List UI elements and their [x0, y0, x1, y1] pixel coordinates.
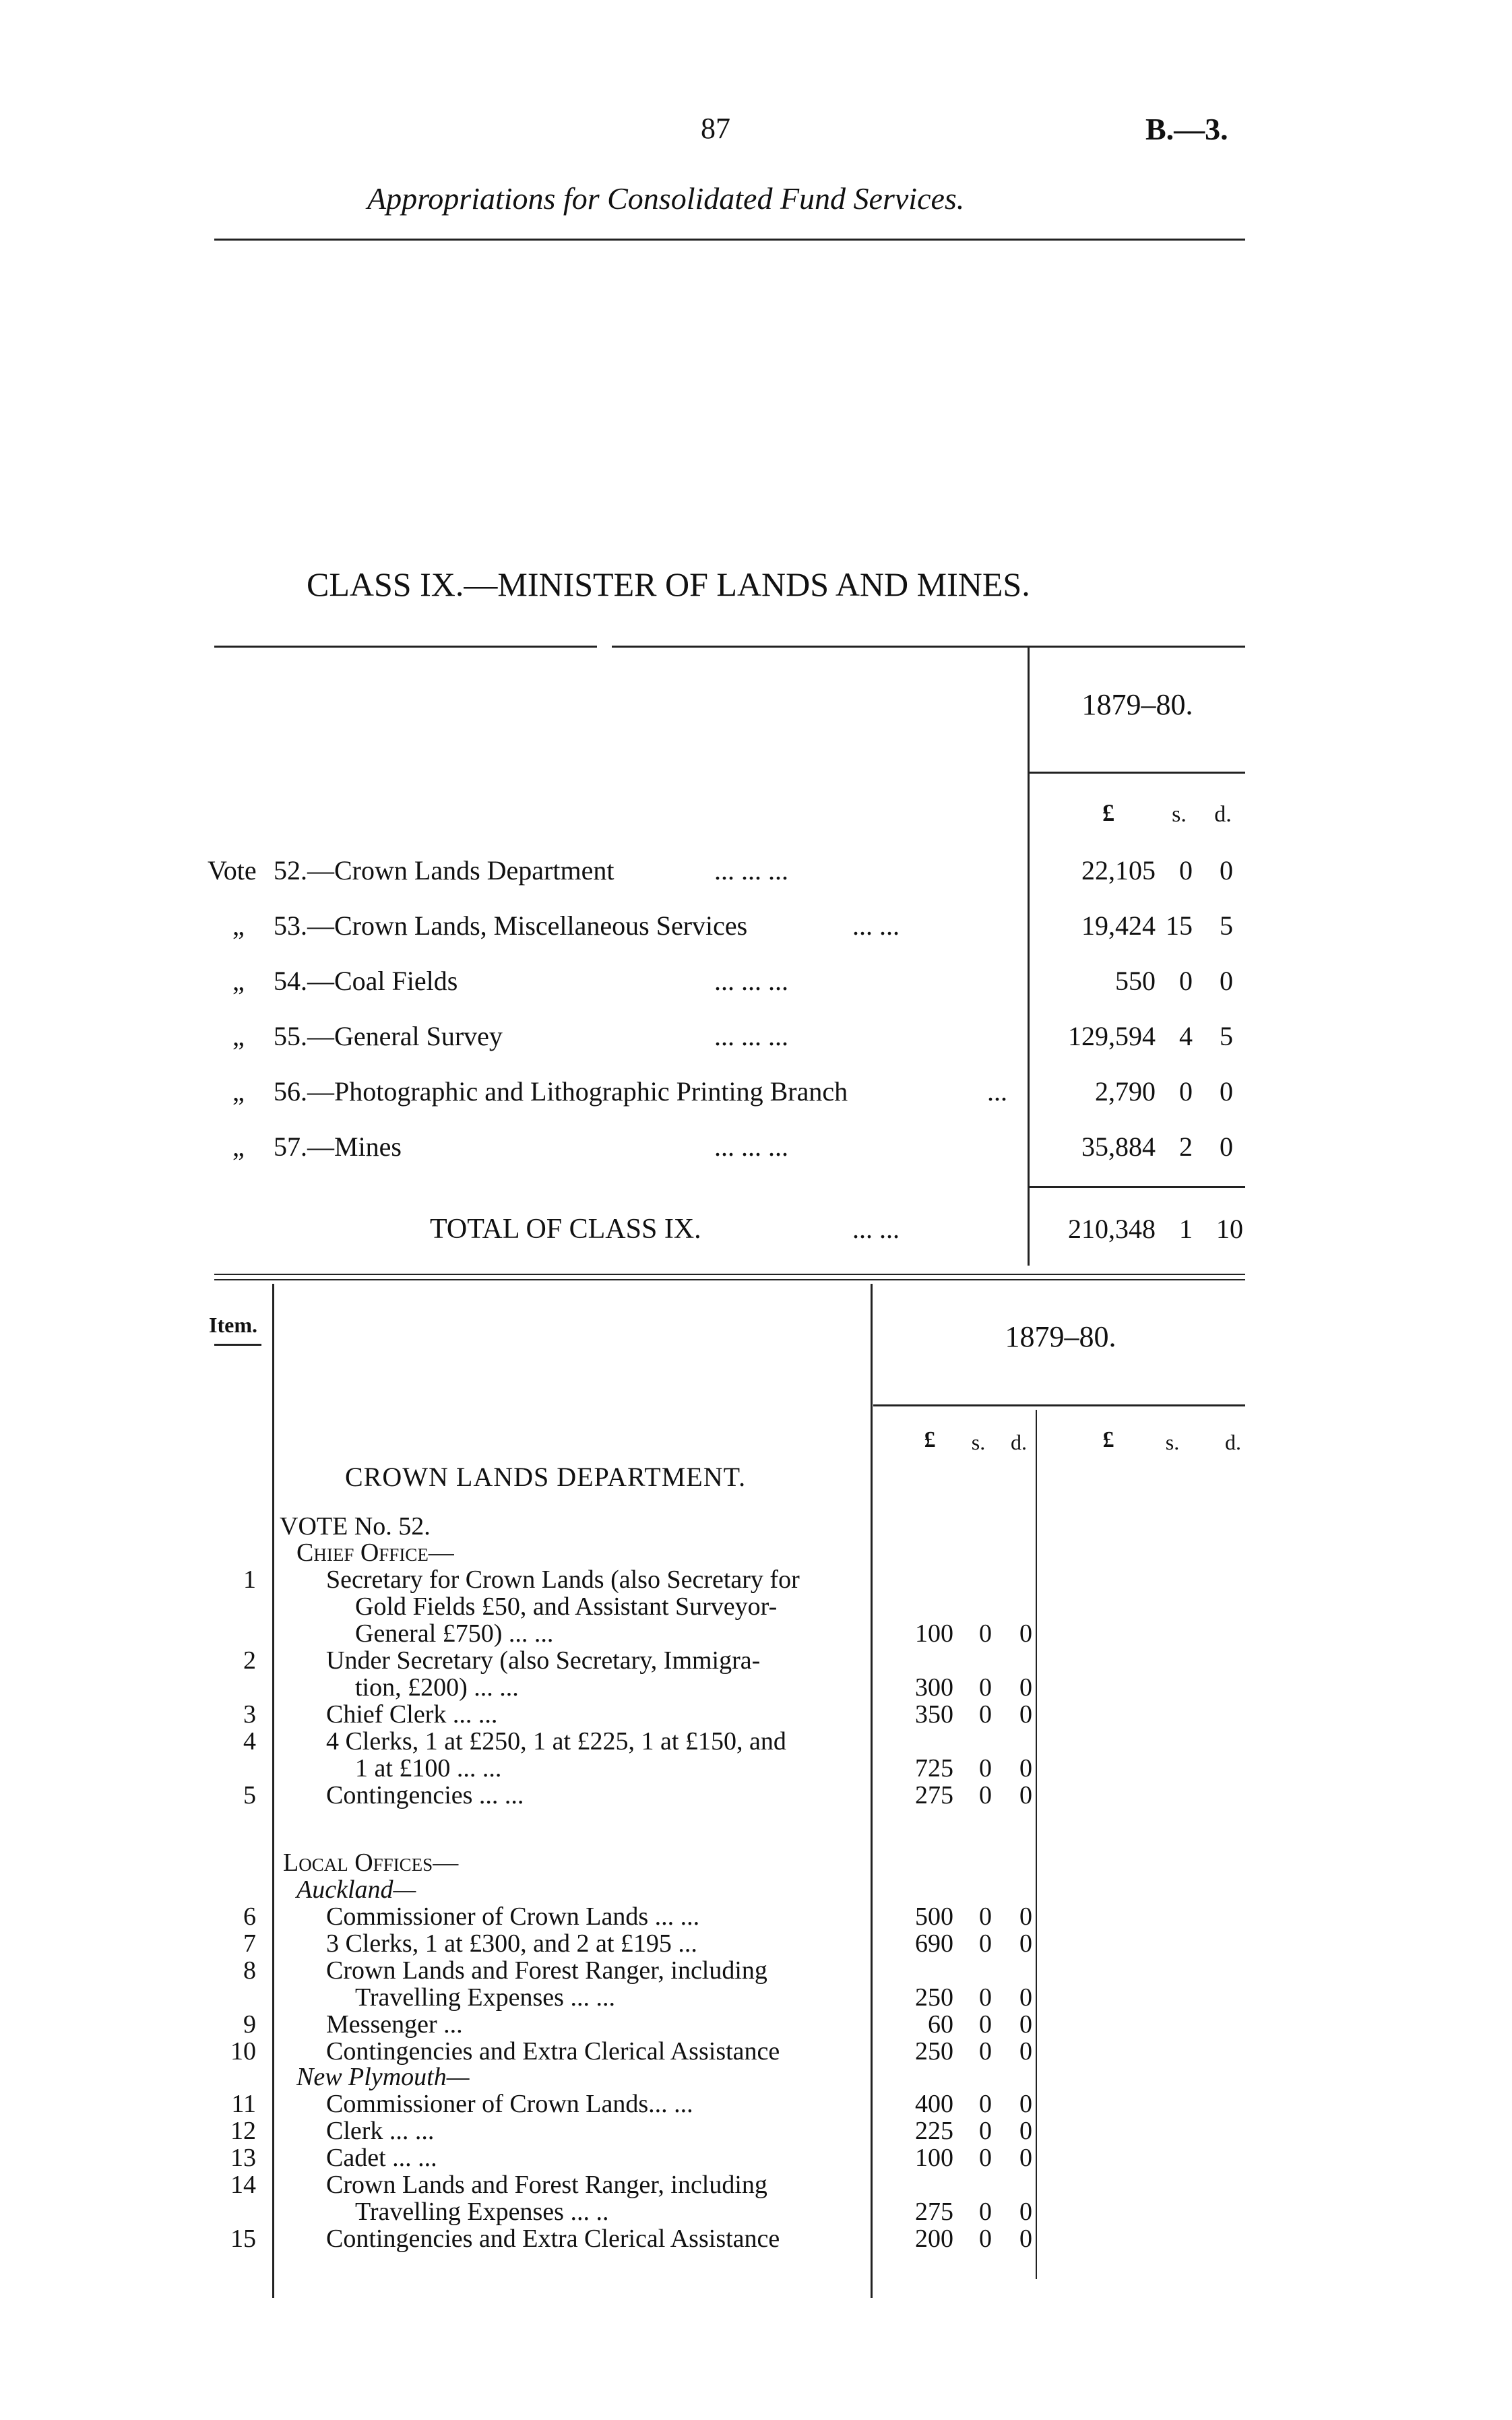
item-description: General £750) ... ... [355, 1619, 554, 1648]
total-shillings: 1 [1179, 1214, 1193, 1244]
item-shillings: 0 [979, 1619, 992, 1648]
item-pounds: 100 [915, 2144, 953, 2172]
item-description: Messenger ... [326, 2010, 463, 2039]
item-number: 5 [243, 1781, 256, 1809]
item-pence: 0 [1019, 1902, 1032, 1931]
amount-shillings: 0 [1179, 966, 1193, 996]
item-pounds: 690 [915, 1929, 953, 1958]
item-description: 3 Clerks, 1 at £300, and 2 at £195 ... [326, 1929, 697, 1958]
item-description: 4 Clerks, 1 at £250, 1 at £225, 1 at £150, and [326, 1727, 786, 1756]
chief-office-heading: Chief Office— [296, 1539, 454, 1567]
vote-label: 54.—Coal Fields [274, 966, 458, 996]
detail-total-shillings-header: s. [1165, 1430, 1180, 1454]
amount-shillings: 4 [1179, 1021, 1193, 1051]
item-shillings: 0 [979, 2144, 992, 2172]
amount-column-divider [1036, 1410, 1037, 2279]
item-number: 8 [243, 1956, 256, 1985]
item-pounds: 300 [915, 1673, 953, 1702]
total-pounds: 210,348 [1068, 1214, 1156, 1244]
amount-pence: 0 [1220, 855, 1233, 886]
leader-dots: ... [987, 1076, 1007, 1107]
item-description: Under Secretary (also Secretary, Immigra- [326, 1646, 761, 1675]
item-number: 15 [230, 2225, 256, 2253]
amount-shillings: 2 [1179, 1131, 1193, 1162]
item-shillings: 0 [979, 2198, 992, 2226]
item-pounds: 200 [915, 2225, 953, 2253]
item-pence: 0 [1019, 1673, 1032, 1702]
section-rule-upper [214, 1274, 1245, 1275]
item-pounds: 250 [915, 1983, 953, 2012]
item-pence: 0 [1019, 2117, 1032, 2145]
amount-pounds: 2,790 [1095, 1076, 1156, 1107]
leader-dots: ... ... ... [714, 1021, 788, 1051]
vote-prefix: „ [232, 966, 245, 996]
item-shillings: 0 [979, 1700, 992, 1729]
detail-total-pence-header: d. [1225, 1430, 1241, 1454]
vote-prefix: „ [232, 910, 245, 941]
summary-column-divider [1028, 646, 1030, 1266]
auckland-heading: Auckland— [296, 1875, 416, 1904]
item-pence: 0 [1019, 1754, 1032, 1782]
item-pence: 0 [1019, 1781, 1032, 1809]
item-number: 14 [230, 2171, 256, 2199]
item-shillings: 0 [979, 1902, 992, 1931]
amount-pounds: 35,884 [1081, 1131, 1156, 1162]
local-offices-heading: Local Offices— [283, 1849, 459, 1877]
item-header-rule [214, 1344, 261, 1346]
item-pence: 0 [1019, 2010, 1032, 2039]
item-shillings: 0 [979, 2037, 992, 2066]
header-rule [214, 239, 1245, 241]
vote-label: 53.—Crown Lands, Miscellaneous Services [274, 910, 748, 941]
vote-label: 55.—General Survey [274, 1021, 503, 1051]
summary-pence-header: d. [1214, 802, 1232, 827]
leader-dots: ... ... [852, 910, 900, 941]
item-pounds: 225 [915, 2117, 953, 2145]
item-pence: 0 [1019, 2198, 1032, 2226]
item-description: Commissioner of Crown Lands ... ... [326, 1902, 700, 1931]
summary-top-rule-right [612, 646, 1245, 648]
item-number: 13 [230, 2144, 256, 2172]
summary-total-rule [1030, 1186, 1245, 1188]
detail-year-header: 1879–80. [1005, 1320, 1116, 1353]
item-pounds: 250 [915, 2037, 953, 2066]
item-number: 9 [243, 2010, 256, 2039]
item-pounds: 275 [915, 2198, 953, 2226]
item-number: 2 [243, 1646, 256, 1675]
class-title: CLASS IX.—MINISTER OF LANDS AND MINES. [307, 565, 1030, 603]
item-shillings: 0 [979, 2010, 992, 2039]
item-pounds: 60 [928, 2010, 953, 2039]
item-shillings: 0 [979, 2090, 992, 2118]
item-description: Clerk ... ... [326, 2117, 435, 2145]
amount-shillings: 15 [1166, 910, 1193, 941]
item-description: Gold Fields £50, and Assistant Surveyor- [355, 1592, 778, 1621]
item-pounds: 725 [915, 1754, 953, 1782]
item-shillings: 0 [979, 1983, 992, 2012]
item-description: Secretary for Crown Lands (also Secretary for [326, 1565, 800, 1594]
summary-year-rule [1030, 772, 1245, 774]
vote-prefix: „ [232, 1076, 245, 1107]
amount-pounds: 129,594 [1068, 1021, 1156, 1051]
item-shillings: 0 [979, 1754, 992, 1782]
item-pence: 0 [1019, 1983, 1032, 2012]
item-pounds: 100 [915, 1619, 953, 1648]
amount-shillings: 0 [1179, 1076, 1193, 1107]
item-description: Crown Lands and Forest Ranger, including [326, 1956, 767, 1985]
item-description: Crown Lands and Forest Ranger, including [326, 2171, 767, 2199]
item-description: Chief Clerk ... ... [326, 1700, 498, 1729]
item-description: Commissioner of Crown Lands... ... [326, 2090, 693, 2118]
item-pounds: 350 [915, 1700, 953, 1729]
item-shillings: 0 [979, 1673, 992, 1702]
vote-prefix: Vote [208, 855, 257, 886]
detail-pounds-header: £ [924, 1427, 936, 1452]
item-pence: 0 [1019, 1929, 1032, 1958]
item-number: 4 [243, 1727, 256, 1756]
vote-heading: VOTE No. 52. [280, 1512, 431, 1541]
document-reference: B.—3. [1145, 112, 1228, 146]
summary-top-rule-left [214, 646, 597, 648]
vote-label: 52.—Crown Lands Department [274, 855, 615, 886]
vote-label: 57.—Mines [274, 1131, 402, 1162]
item-shillings: 0 [979, 2225, 992, 2253]
item-description: Travelling Expenses ... .. [355, 2198, 609, 2226]
item-pence: 0 [1019, 1619, 1032, 1648]
item-description: tion, £200) ... ... [355, 1673, 519, 1702]
new-plymouth-heading: New Plymouth— [296, 2063, 470, 2091]
amount-pounds: 550 [1115, 966, 1156, 996]
item-pence: 0 [1019, 2225, 1032, 2253]
item-pence: 0 [1019, 2037, 1032, 2066]
leader-dots: ... ... [852, 1214, 900, 1244]
summary-year-header: 1879–80. [1081, 688, 1193, 721]
item-number: 3 [243, 1700, 256, 1729]
department-heading: CROWN LANDS DEPARTMENT. [345, 1462, 747, 1492]
leader-dots: ... ... ... [714, 1131, 788, 1162]
item-pounds: 275 [915, 1781, 953, 1809]
amount-pounds: 19,424 [1081, 910, 1156, 941]
item-description: 1 at £100 ... ... [355, 1754, 502, 1782]
item-description: Contingencies ... ... [326, 1781, 524, 1809]
item-column-divider [272, 1284, 274, 2298]
amount-shillings: 0 [1179, 855, 1193, 886]
item-description: Contingencies and Extra Clerical Assistance [326, 2037, 780, 2066]
item-number: 12 [230, 2117, 256, 2145]
item-pence: 0 [1019, 2090, 1032, 2118]
summary-pounds-header: £ [1102, 799, 1114, 826]
item-column-header: Item. [209, 1313, 257, 1337]
item-pence: 0 [1019, 1700, 1032, 1729]
item-number: 11 [231, 2090, 256, 2118]
item-description: Contingencies and Extra Clerical Assistance [326, 2225, 780, 2253]
section-rule-lower [214, 1279, 1245, 1280]
item-shillings: 0 [979, 1929, 992, 1958]
description-column-divider [871, 1284, 873, 2298]
vote-prefix: „ [232, 1021, 245, 1051]
item-shillings: 0 [979, 1781, 992, 1809]
item-pence: 0 [1019, 2144, 1032, 2172]
detail-pence-header: d. [1011, 1430, 1027, 1454]
item-number: 7 [243, 1929, 256, 1958]
amount-pence: 5 [1220, 1021, 1233, 1051]
amount-pence: 0 [1220, 1076, 1233, 1107]
item-description: Travelling Expenses ... ... [355, 1983, 615, 2012]
amount-pounds: 22,105 [1081, 855, 1156, 886]
leader-dots: ... ... ... [714, 966, 788, 996]
leader-dots: ... ... ... [714, 855, 788, 886]
total-pence: 10 [1216, 1214, 1243, 1244]
amount-pence: 5 [1220, 910, 1233, 941]
total-label: TOTAL OF CLASS IX. [430, 1214, 701, 1245]
detail-year-rule [873, 1404, 1245, 1406]
detail-shillings-header: s. [971, 1430, 986, 1454]
item-description: Cadet ... ... [326, 2144, 437, 2172]
detail-total-pounds-header: £ [1102, 1427, 1114, 1452]
item-shillings: 0 [979, 2117, 992, 2145]
item-pounds: 500 [915, 1902, 953, 1931]
running-title: Appropriations for Consolidated Fund Services. [367, 181, 965, 216]
item-number: 10 [230, 2037, 256, 2066]
amount-pence: 0 [1220, 966, 1233, 996]
amount-pence: 0 [1220, 1131, 1233, 1162]
item-pounds: 400 [915, 2090, 953, 2118]
summary-shillings-header: s. [1172, 802, 1187, 827]
page-number: 87 [701, 112, 730, 145]
vote-label: 56.—Photographic and Lithographic Printing Branch [274, 1076, 848, 1107]
vote-prefix: „ [232, 1131, 245, 1162]
item-number: 1 [243, 1565, 256, 1594]
item-number: 6 [243, 1902, 256, 1931]
